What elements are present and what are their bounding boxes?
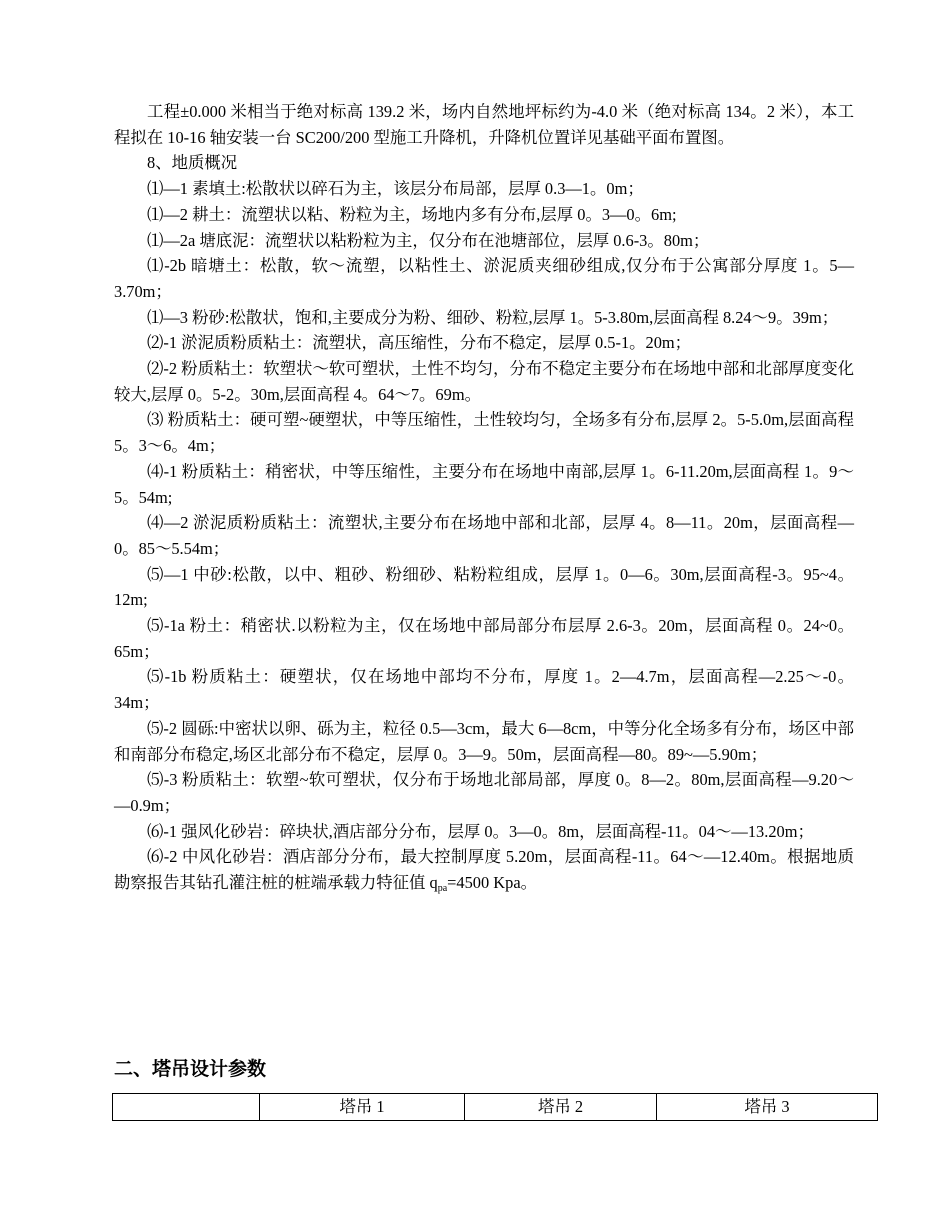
layer-4-1: ⑷-1 粉质粘土：稍密状，中等压缩性，主要分布在场地中南部,层厚 1。6-11.20m,层面高程 1。9～5。54m; [114,461,854,507]
layer-1-2: ⑴—2 耕土：流塑状以粘、粉粒为主，场地内多有分布,层厚 0。3—0。6m; [147,204,677,224]
geology-title: 8、地质概况 [147,153,238,173]
layer-1-2b: ⑴-2b 暗塘土：松散，软～流塑，以粘性土、淤泥质夹细砂组成,仅分布于公寓部分厚度 1。5—3.70m； [114,256,854,301]
layer-2-1: ⑵-1 淤泥质粉质粘土：流塑状，高压缩性，分布不稳定，层厚 0.5-1。20m； [147,333,692,353]
layer-1-1: ⑴—1 素填土:松散状以碎石为主，该层分布局部，层厚 0.3—1。0m； [147,179,644,199]
layer-1-2a: ⑴—2a 塘底泥：流塑状以粘粉粒为主，仅分布在池塘部位，层厚 0.6-3。80m； [147,230,710,250]
layer-2-2: ⑵-2 粉质粘土：软塑状～软可塑状，土性不均匀，分布不稳定主要分布在场地中部和北部厚度变化较大,层厚 0。5-2。30m,层面高程 4。64～7。69m。 [114,359,854,404]
table-header-cell-crane-3: 塔吊 3 [657,1094,878,1121]
table-header-row [113,1094,878,1121]
layer-5-2: ⑸-2 圆砾:中密状以卵、砾为主，粒径 0.5—3cm，最大 6—8cm，中等分化全场多有分布，场区中部和南部分布稳定,场区北部分布不稳定，层厚 0。3—9。50m，层面高程—80。89~—5.90m； [114,718,854,764]
layer-6-2-text: ⑹-2 中风化砂岩：酒店部分分布，最大控制厚度 5.20m，层面高程-11。64～—12.40m。根据地质勘察报告其钻孔灌注桩的桩端承载力特征值 q [114,847,854,893]
layer-6-2 [114,844,854,895]
layer-6-2-value: =4500 Kpa。 [447,873,537,893]
table-header-cell-crane-1: 塔吊 1 [260,1094,465,1121]
layer-6-2-subscript: pa [437,883,448,895]
layer-5-1b: ⑸-1b 粉质粘土：硬塑状，仅在场地中部均不分布，厚度 1。2—4.7m，层面高程—2.25～-0。34m； [114,667,854,713]
layer-5-1a: ⑸-1a 粉土：稍密状.以粉粒为主，仅在场地中部局部分布层厚 2.6-3。20m，层面高程 0。24~0。65m； [114,616,854,661]
layer-6-1: ⑹-1 强风化砂岩：碎块状,酒店部分分布，层厚 0。3—0。8m，层面高程-11。04～—13.20m； [147,821,814,841]
layer-5-3: ⑸-3 粉质粘土：软塑~软可塑状，仅分布于场地北部局部，厚度 0。8—2。80m,层面高程—9.20～—0.9m； [114,770,854,815]
layer-3: ⑶ 粉质粘土：硬可塑~硬塑状，中等压缩性，土性较均匀，全场多有分布,层厚 2。5-5.0m,层面高程 5。3～6。4m； [114,410,854,456]
intro-paragraph: 工程±0.000 米相当于绝对标高 139.2 米，场内自然地坪标约为-4.0 米（绝对标高 134。2 米），本工程拟在 10-16 轴安装一台 SC200/200 型施工升降机，升降机位置详见基础平面布置图。 [114,102,854,147]
table-header-cell-empty [113,1094,260,1121]
geology-section [114,99,854,896]
layer-1-3: ⑴—3 粉砂:松散状，饱和,主要成分为粉、细砂、粉粒,层厚 1。5-3.80m,层面高程 8.24～9。39m； [147,307,839,327]
layer-4-2: ⑷—2 淤泥质粉质粘土：流塑状,主要分布在场地中部和北部，层厚 4。8—11。20m，层面高程—0。85～5.54m； [114,513,854,558]
table-header-cell-crane-2: 塔吊 2 [465,1094,657,1121]
section-2-heading: 二、塔吊设计参数 [114,1058,267,1080]
tower-crane-params-table [112,1093,878,1121]
layer-5-1: ⑸—1 中砂:松散，以中、粗砂、粉细砂、粘粉粒组成，层厚 1。0—6。30m,层面高程-3。95~4。12m; [114,564,854,610]
